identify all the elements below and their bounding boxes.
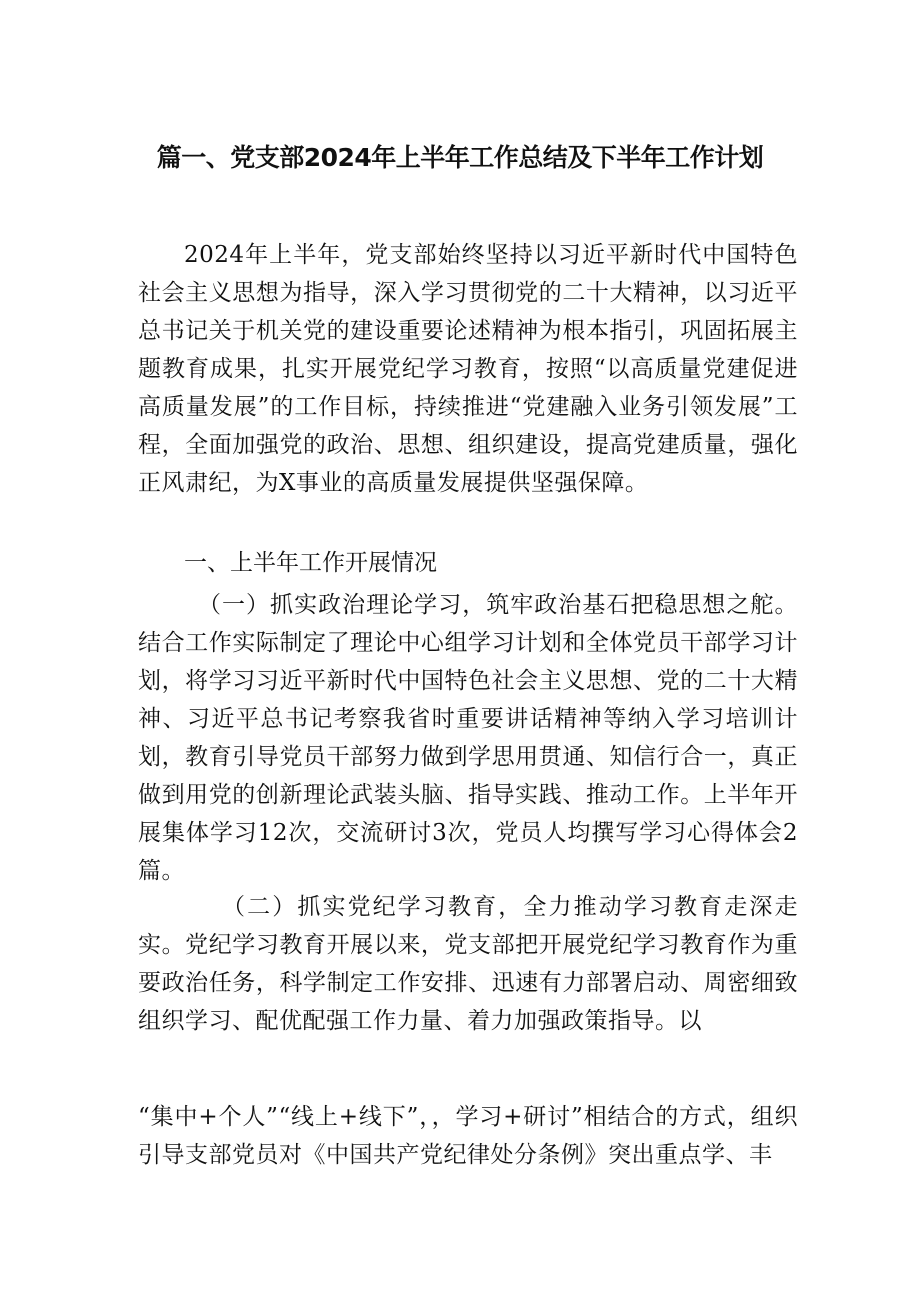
document-title: 篇一、党支部2024年上半年工作总结及下半年工作计划 <box>156 143 764 172</box>
intro-paragraph: 2024年上半年，党支部始终坚持以习近平新时代中国特色社会主义思想为指导，深入学习贯彻党的二十大精神，以习近平总书记关于机关党的建设重要论述精神为根本指引，巩固拓展主题教育成果，扎实开展党纪学习教育，按照“以高质量党建促进高质量发展”的工作目标，持续推进“党建融入业务引领发展”工程，全面加强党的政治、思想、组织建设，提高党建质量，强化正风肃纪，为X事业的高质量发展提供坚强保障。 <box>138 242 798 496</box>
paragraph-discipline-education: （二）抓实党纪学习教育，全力推动学习教育走深走实。党纪学习教育开展以来，党支部把开展党纪学习教育作为重要政治任务，科学制定工作安排、迅速有力部署启动、周密细致组织学习、配优配强工作力量、着力加强政策指导。以 <box>138 894 798 1034</box>
paragraph-political-study: （一）抓实政治理论学习，筑牢政治基石把稳思想之舵。结合工作实际制定了理论中心组学习计划和全体党员干部学习计划，将学习习近平新时代中国特色社会主义思想、党的二十大精神、习近平总书记考察我省时重要讲话精神等纳入学习培训计划，教育引导党员干部努力做到学思用贯通、知信行合一，真正做到用党的创新理论武装头脑、指导实践、推动工作。上半年开展集体学习12次，交流研讨3次，党员人均撰写学习心得体会2篇。 <box>138 592 798 884</box>
paragraph-continuation: “集中+个人”“线上+线下”，，学习+研讨”相结合的方式，组织引导支部党员对《中国共产党纪律处分条例》突出重点学、丰 <box>138 1104 798 1168</box>
section-heading: 一、上半年工作开展情况 <box>184 550 437 576</box>
